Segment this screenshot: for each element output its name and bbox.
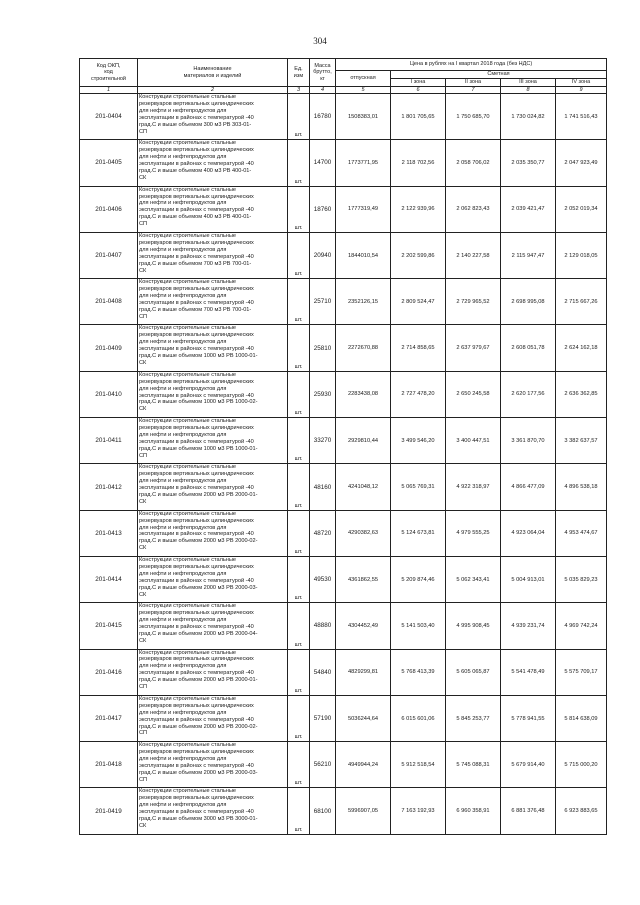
row-mass: 14700 bbox=[310, 140, 336, 186]
row-code: 201-0408 bbox=[80, 279, 138, 325]
row-mass: 25930 bbox=[310, 371, 336, 417]
table-row bbox=[80, 464, 607, 510]
row-zone-1-price: 2 714 858,65 bbox=[391, 325, 446, 371]
row-name: Конструкции строительные стальные резервуаров вертикальных цилиндрических для нефти и нефтепродуктов для эксплуатации в районах с температурой -40 град.С и выше объемом 2000 м3 РВ 2000-04- СК bbox=[138, 603, 288, 649]
row-name: Конструкции строительные стальные резервуаров вертикальных цилиндрических для нефти и нефтепродуктов для эксплуатации в районах с температурой -40 град.С и выше объемом 2000 м3 РВ 2000-03- СК bbox=[138, 556, 288, 602]
row-release-price: 2352126,15 bbox=[336, 279, 391, 325]
row-zone-4-price: 6 923 883,65 bbox=[556, 788, 607, 834]
col-number: 7 bbox=[446, 87, 501, 94]
row-zone-1-price: 5 124 673,81 bbox=[391, 510, 446, 556]
table-row bbox=[80, 510, 607, 556]
table-row bbox=[80, 186, 607, 232]
row-code: 201-0414 bbox=[80, 556, 138, 602]
col-number: 1 bbox=[80, 87, 138, 94]
row-release-price: 2929810,44 bbox=[336, 418, 391, 464]
row-name: Конструкции строительные стальные резервуаров вертикальных цилиндрических для нефти и нефтепродуктов для эксплуатации в районах с температурой -40 град.С и выше объемом 400 м3 РВ 400-01- СП bbox=[138, 186, 288, 232]
row-zone-2-price: 5 605 065,87 bbox=[446, 649, 501, 695]
row-unit: шт. bbox=[288, 94, 310, 140]
row-zone-2-price: 5 745 088,31 bbox=[446, 742, 501, 788]
row-zone-4-price: 5 575 709,17 bbox=[556, 649, 607, 695]
row-code: 201-0415 bbox=[80, 603, 138, 649]
row-mass: 33270 bbox=[310, 418, 336, 464]
row-mass: 25810 bbox=[310, 325, 336, 371]
row-release-price: 5996907,05 bbox=[336, 788, 391, 834]
row-code: 201-0411 bbox=[80, 418, 138, 464]
row-code: 201-0410 bbox=[80, 371, 138, 417]
row-code: 201-0419 bbox=[80, 788, 138, 834]
header-zone-1: I зона bbox=[391, 79, 446, 87]
row-code: 201-0418 bbox=[80, 742, 138, 788]
col-number: 3 bbox=[288, 87, 310, 94]
row-release-price: 4361862,55 bbox=[336, 556, 391, 602]
row-code: 201-0416 bbox=[80, 649, 138, 695]
row-code: 201-0412 bbox=[80, 464, 138, 510]
table-row bbox=[80, 742, 607, 788]
row-zone-1-price: 2 122 939,96 bbox=[391, 186, 446, 232]
row-zone-1-price: 1 801 705,65 bbox=[391, 94, 446, 140]
row-unit: шт. bbox=[288, 186, 310, 232]
row-zone-1-price: 5 065 769,31 bbox=[391, 464, 446, 510]
col-number: 4 bbox=[310, 87, 336, 94]
row-name: Конструкции строительные стальные резервуаров вертикальных цилиндрических для нефти и нефтепродуктов для эксплуатации в районах с температурой -40 град.С и выше объемом 3000 м3 РВ 3000-01- СК bbox=[138, 788, 288, 834]
header-name: Наименование материалов и изделий bbox=[138, 59, 288, 87]
row-code: 201-0407 bbox=[80, 232, 138, 278]
row-zone-3-price: 5 778 941,55 bbox=[501, 695, 556, 741]
row-zone-4-price: 2 052 019,34 bbox=[556, 186, 607, 232]
row-release-price: 4304452,49 bbox=[336, 603, 391, 649]
row-unit: шт. bbox=[288, 603, 310, 649]
row-mass: 56210 bbox=[310, 742, 336, 788]
column-number-row bbox=[80, 87, 607, 94]
row-name: Конструкции строительные стальные резервуаров вертикальных цилиндрических для нефти и нефтепродуктов для эксплуатации в районах с температурой -40 град.С и выше объемом 2000 м3 РВ 2000-02- СК bbox=[138, 510, 288, 556]
row-zone-4-price: 2 129 018,05 bbox=[556, 232, 607, 278]
row-code: 201-0406 bbox=[80, 186, 138, 232]
row-unit: шт. bbox=[288, 371, 310, 417]
table-row bbox=[80, 279, 607, 325]
header-price-group: Цена в рублях на I квартал 2018 года (без НДС) bbox=[336, 59, 607, 71]
row-name: Конструкции строительные стальные резервуаров вертикальных цилиндрических для нефти и нефтепродуктов для эксплуатации в районах с температурой -40 град.С и выше объемом 2000 м3 РВ 2000-03- СП bbox=[138, 742, 288, 788]
row-zone-2-price: 5 062 343,41 bbox=[446, 556, 501, 602]
row-name: Конструкции строительные стальные резервуаров вертикальных цилиндрических для нефти и нефтепродуктов для эксплуатации в районах с температурой -40 град.С и выше объемом 700 м3 РВ 700-01- СК bbox=[138, 232, 288, 278]
table-row bbox=[80, 695, 607, 741]
row-unit: шт. bbox=[288, 742, 310, 788]
col-number: 5 bbox=[336, 87, 391, 94]
row-zone-4-price: 4 969 742,24 bbox=[556, 603, 607, 649]
table-row bbox=[80, 232, 607, 278]
row-zone-3-price: 1 730 024,82 bbox=[501, 94, 556, 140]
row-zone-3-price: 4 923 064,04 bbox=[501, 510, 556, 556]
row-unit: шт. bbox=[288, 510, 310, 556]
row-zone-3-price: 2 620 177,56 bbox=[501, 371, 556, 417]
table-row bbox=[80, 603, 607, 649]
row-name: Конструкции строительные стальные резервуаров вертикальных цилиндрических для нефти и нефтепродуктов для эксплуатации в районах с температурой -40 град.С и выше объемом 400 м3 РВ 400-01- СК bbox=[138, 140, 288, 186]
row-zone-1-price: 5 768 413,39 bbox=[391, 649, 446, 695]
row-zone-4-price: 2 047 923,49 bbox=[556, 140, 607, 186]
row-release-price: 1777319,49 bbox=[336, 186, 391, 232]
row-name: Конструкции строительные стальные резервуаров вертикальных цилиндрических для нефти и нефтепродуктов для эксплуатации в районах с температурой -40 град.С и выше объемом 2000 м3 РВ 2000-02- СП bbox=[138, 695, 288, 741]
row-release-price: 1508383,01 bbox=[336, 94, 391, 140]
row-name: Конструкции строительные стальные резервуаров вертикальных цилиндрических для нефти и нефтепродуктов для эксплуатации в районах с температурой -40 град.С и выше объемом 1000 м3 РВ 1000-02- СК bbox=[138, 371, 288, 417]
row-zone-1-price: 5 912 518,54 bbox=[391, 742, 446, 788]
header-zone-3: III зона bbox=[501, 79, 556, 87]
row-zone-3-price: 5 541 478,49 bbox=[501, 649, 556, 695]
row-unit: шт. bbox=[288, 556, 310, 602]
row-zone-1-price: 2 118 702,56 bbox=[391, 140, 446, 186]
row-name: Конструкции строительные стальные резервуаров вертикальных цилиндрических для нефти и нефтепродуктов для эксплуатации в районах с температурой -40 град.С и выше объемом 1000 м3 РВ 1000-01- СК bbox=[138, 325, 288, 371]
row-release-price: 4949944,24 bbox=[336, 742, 391, 788]
row-zone-3-price: 2 698 995,08 bbox=[501, 279, 556, 325]
row-mass: 57190 bbox=[310, 695, 336, 741]
col-number: 2 bbox=[138, 87, 288, 94]
row-zone-4-price: 1 741 516,43 bbox=[556, 94, 607, 140]
row-zone-1-price: 6 015 601,06 bbox=[391, 695, 446, 741]
row-zone-2-price: 2 062 823,43 bbox=[446, 186, 501, 232]
table-row bbox=[80, 371, 607, 417]
row-zone-4-price: 4 896 538,18 bbox=[556, 464, 607, 510]
row-zone-4-price: 2 715 667,26 bbox=[556, 279, 607, 325]
table-row bbox=[80, 788, 607, 834]
row-zone-3-price: 6 881 376,48 bbox=[501, 788, 556, 834]
row-zone-4-price: 4 953 474,67 bbox=[556, 510, 607, 556]
row-unit: шт. bbox=[288, 232, 310, 278]
row-zone-4-price: 5 035 829,23 bbox=[556, 556, 607, 602]
row-zone-2-price: 2 058 706,02 bbox=[446, 140, 501, 186]
table-row bbox=[80, 94, 607, 140]
row-zone-3-price: 2 608 051,78 bbox=[501, 325, 556, 371]
row-zone-3-price: 2 035 350,77 bbox=[501, 140, 556, 186]
row-release-price: 4290382,63 bbox=[336, 510, 391, 556]
row-zone-4-price: 5 814 638,09 bbox=[556, 695, 607, 741]
row-zone-2-price: 4 995 908,45 bbox=[446, 603, 501, 649]
row-zone-2-price: 2 650 245,58 bbox=[446, 371, 501, 417]
row-release-price: 4829299,81 bbox=[336, 649, 391, 695]
row-zone-2-price: 1 750 685,70 bbox=[446, 94, 501, 140]
row-zone-2-price: 4 979 555,25 bbox=[446, 510, 501, 556]
header-zone-2: II зона bbox=[446, 79, 501, 87]
row-code: 201-0413 bbox=[80, 510, 138, 556]
row-zone-2-price: 4 922 318,97 bbox=[446, 464, 501, 510]
row-unit: шт. bbox=[288, 418, 310, 464]
row-zone-2-price: 3 400 447,51 bbox=[446, 418, 501, 464]
header-code: Код ОКП, код строительной bbox=[80, 59, 138, 87]
col-number: 9 bbox=[556, 87, 607, 94]
row-zone-1-price: 2 202 599,86 bbox=[391, 232, 446, 278]
row-zone-2-price: 2 729 965,52 bbox=[446, 279, 501, 325]
row-mass: 25710 bbox=[310, 279, 336, 325]
row-name: Конструкции строительные стальные резервуаров вертикальных цилиндрических для нефти и нефтепродуктов для эксплуатации в районах с температурой -40 град.С и выше объемом 700 м3 РВ 700-01- СП bbox=[138, 279, 288, 325]
row-zone-3-price: 2 115 947,47 bbox=[501, 232, 556, 278]
row-zone-1-price: 5 209 874,46 bbox=[391, 556, 446, 602]
row-zone-4-price: 2 636 362,85 bbox=[556, 371, 607, 417]
row-zone-3-price: 5 679 914,40 bbox=[501, 742, 556, 788]
table-row bbox=[80, 325, 607, 371]
row-release-price: 5036244,64 bbox=[336, 695, 391, 741]
row-name: Конструкции строительные стальные резервуаров вертикальных цилиндрических для нефти и нефтепродуктов для эксплуатации в районах с температурой -40 град.С и выше объемом 2000 м3 РВ 2000-01- СК bbox=[138, 464, 288, 510]
row-release-price: 4241048,12 bbox=[336, 464, 391, 510]
header-estimate: Сметная bbox=[391, 71, 607, 79]
row-zone-1-price: 5 141 503,40 bbox=[391, 603, 446, 649]
row-release-price: 1773771,95 bbox=[336, 140, 391, 186]
row-mass: 48160 bbox=[310, 464, 336, 510]
row-zone-4-price: 2 624 162,18 bbox=[556, 325, 607, 371]
col-number: 8 bbox=[501, 87, 556, 94]
row-release-price: 1844010,54 bbox=[336, 232, 391, 278]
row-zone-2-price: 5 845 253,77 bbox=[446, 695, 501, 741]
page-number: 304 bbox=[313, 36, 327, 46]
row-unit: шт. bbox=[288, 140, 310, 186]
row-release-price: 2272670,88 bbox=[336, 325, 391, 371]
row-mass: 48880 bbox=[310, 603, 336, 649]
row-name: Конструкции строительные стальные резервуаров вертикальных цилиндрических для нефти и нефтепродуктов для эксплуатации в районах с температурой -40 град.С и выше объемом 1000 м3 РВ 1000-01- СП bbox=[138, 418, 288, 464]
row-zone-3-price: 5 004 913,01 bbox=[501, 556, 556, 602]
header-zone-4: IV зона bbox=[556, 79, 607, 87]
row-zone-3-price: 2 039 421,47 bbox=[501, 186, 556, 232]
row-zone-2-price: 6 960 358,91 bbox=[446, 788, 501, 834]
row-mass: 16780 bbox=[310, 94, 336, 140]
row-zone-4-price: 5 715 000,20 bbox=[556, 742, 607, 788]
row-zone-3-price: 4 939 231,74 bbox=[501, 603, 556, 649]
row-code: 201-0405 bbox=[80, 140, 138, 186]
row-mass: 49530 bbox=[310, 556, 336, 602]
row-mass: 48720 bbox=[310, 510, 336, 556]
row-release-price: 2283438,08 bbox=[336, 371, 391, 417]
col-number: 6 bbox=[391, 87, 446, 94]
row-code: 201-0404 bbox=[80, 94, 138, 140]
header-unit: Ед. изм bbox=[288, 59, 310, 87]
header-mass: Масса брутто, кг bbox=[310, 59, 336, 87]
row-zone-3-price: 3 361 870,70 bbox=[501, 418, 556, 464]
row-unit: шт. bbox=[288, 325, 310, 371]
row-unit: шт. bbox=[288, 788, 310, 834]
row-zone-2-price: 2 637 979,67 bbox=[446, 325, 501, 371]
row-name: Конструкции строительные стальные резервуаров вертикальных цилиндрических для нефти и нефтепродуктов для эксплуатации в районах с температурой -40 град.С и выше объемом 2000 м3 РВ 2000-01- СП bbox=[138, 649, 288, 695]
row-name: Конструкции строительные стальные резервуаров вертикальных цилиндрических для нефти и нефтепродуктов для эксплуатации в районах с температурой -40 град.С и выше объемом 300 м3 РВ 303-01- СП bbox=[138, 94, 288, 140]
row-zone-2-price: 2 140 227,58 bbox=[446, 232, 501, 278]
table-row bbox=[80, 140, 607, 186]
row-mass: 68100 bbox=[310, 788, 336, 834]
row-zone-1-price: 3 499 546,20 bbox=[391, 418, 446, 464]
row-zone-1-price: 7 163 192,93 bbox=[391, 788, 446, 834]
price-table bbox=[79, 58, 607, 835]
table-row bbox=[80, 556, 607, 602]
row-mass: 20940 bbox=[310, 232, 336, 278]
row-unit: шт. bbox=[288, 649, 310, 695]
row-code: 201-0417 bbox=[80, 695, 138, 741]
row-zone-3-price: 4 866 477,09 bbox=[501, 464, 556, 510]
header-release: отпускная bbox=[336, 71, 391, 87]
row-unit: шт. bbox=[288, 695, 310, 741]
table-row bbox=[80, 418, 607, 464]
table-row bbox=[80, 649, 607, 695]
row-mass: 18760 bbox=[310, 186, 336, 232]
row-code: 201-0409 bbox=[80, 325, 138, 371]
row-zone-1-price: 2 809 524,47 bbox=[391, 279, 446, 325]
header-row-1 bbox=[80, 59, 607, 71]
row-mass: 54840 bbox=[310, 649, 336, 695]
row-zone-4-price: 3 382 637,57 bbox=[556, 418, 607, 464]
row-unit: шт. bbox=[288, 464, 310, 510]
row-unit: шт. bbox=[288, 279, 310, 325]
row-zone-1-price: 2 727 478,20 bbox=[391, 371, 446, 417]
